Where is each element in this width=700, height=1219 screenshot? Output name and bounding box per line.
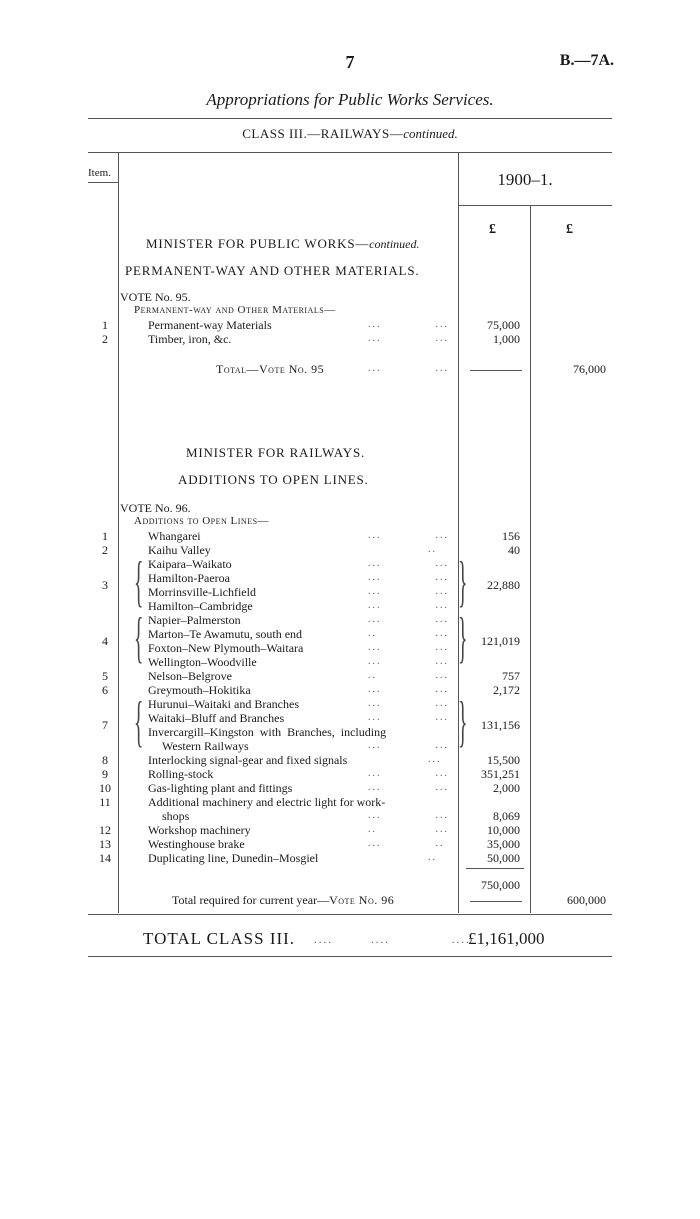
- section1-total-text: Total—Vote No. 95: [216, 362, 325, 376]
- item-no-12: 12: [99, 823, 111, 837]
- section1-item-amount-2: 1,000: [493, 332, 520, 346]
- line-label-23: Westinghouse brake: [148, 837, 245, 851]
- amount-8: 15,500: [487, 753, 520, 767]
- line-label-12: Greymouth–Hokitika: [148, 683, 251, 697]
- leader-dots: .. ...: [368, 670, 449, 681]
- item-col-divider: [118, 153, 119, 913]
- left-brace: {: [134, 691, 144, 753]
- class-title-main: CLASS III.—RAILWAYS—: [242, 126, 404, 141]
- leader-dots: ... ...: [368, 698, 449, 709]
- leader-dots: ... ..: [368, 838, 445, 849]
- line-label-13: Hurunui–Waitaki and Branches: [148, 697, 299, 711]
- section1-item-label-1: Permanent-way Materials: [148, 318, 272, 332]
- line-label-22: Workshop machinery: [148, 823, 251, 837]
- amount-14: 50,000: [487, 851, 520, 865]
- leader-dots: ... ...: [368, 656, 449, 667]
- leader-dots: ...: [428, 754, 442, 765]
- item-no-4: 4: [102, 634, 108, 648]
- leader-dots: ... ...: [368, 600, 449, 611]
- line-label-15: Invercargill–Kingston with Branches, including: [148, 725, 387, 739]
- section2-total-vote: Vote No. 96: [329, 893, 395, 907]
- line-label-8: Marton–Te Awamutu, south end: [148, 627, 303, 641]
- line-label-3: Kaipara–Waikato: [148, 557, 232, 571]
- section1-total-amount: 76,000: [573, 362, 606, 376]
- item-no-5: 5: [102, 669, 108, 683]
- line-label-14: Waitaki–Bluff and Branches: [148, 711, 285, 725]
- right-brace: }: [458, 607, 468, 669]
- leader-dots: ... ...: [368, 768, 449, 779]
- item-no-8: 8: [102, 753, 108, 767]
- section2-vote: VOTE No. 96.: [120, 501, 191, 515]
- line-label-9: Foxton–New Plymouth–Waitara: [148, 641, 304, 655]
- year-header-rule: [458, 205, 612, 206]
- line-label-24: Duplicating line, Dunedin–Mosgiel: [148, 851, 319, 865]
- amount-12: 10,000: [487, 823, 520, 837]
- left-brace: {: [134, 551, 144, 613]
- amount-1: 156: [502, 529, 520, 543]
- line-label-20: Additional machinery and electric light for work-: [148, 795, 386, 809]
- leader-dots: ... ...: [368, 586, 449, 597]
- amount-5: 757: [502, 669, 520, 683]
- section1-minister-cont: continued.: [369, 237, 420, 251]
- leader-dots: ... ...: [368, 558, 449, 569]
- year-header: 1900–1.: [497, 170, 553, 189]
- right-brace: }: [458, 691, 468, 753]
- line-label-21: shops: [162, 809, 190, 823]
- section1-heading: PERMANENT-WAY AND OTHER MATERIALS.: [125, 263, 420, 278]
- section1-item-amount-1: 75,000: [487, 318, 520, 332]
- line-label-17: Interlocking signal-gear and fixed signals: [148, 753, 348, 767]
- line-label-10: Wellington–Woodville: [148, 655, 257, 669]
- left-brace: {: [134, 607, 144, 669]
- line-label-19: Gas-lighting plant and fittings: [148, 781, 293, 795]
- leader-dots: ... ...: [368, 363, 449, 374]
- leader-dots: ... ...: [368, 782, 449, 793]
- leader-dots: ... ...: [368, 684, 449, 695]
- amount-10: 2,000: [493, 781, 520, 795]
- grand-total-bottom-rule: [88, 956, 612, 957]
- item-no-10: 10: [99, 781, 111, 795]
- line-label-16: Western Railways: [162, 739, 249, 753]
- section1-item-no-1: 1: [102, 318, 108, 332]
- document-reference: B.—7A.: [559, 52, 614, 69]
- item-header-rule: [88, 182, 118, 183]
- line-label-4: Hamilton-Paeroa: [148, 571, 230, 585]
- section2-minister: MINISTER FOR RAILWAYS.: [186, 445, 366, 460]
- leader-dots: ... ...: [368, 319, 449, 330]
- item-no-7: 7: [102, 718, 108, 732]
- leader-dots: .... .... ....: [314, 934, 471, 946]
- item-no-11: 11: [99, 795, 111, 809]
- section2-subhead: Additions to Open Lines—: [134, 515, 270, 527]
- section2-heading: ADDITIONS TO OPEN LINES.: [178, 472, 369, 487]
- subtotal-amount: 750,000: [481, 878, 520, 892]
- section1-item-label-2: Timber, iron, &c.: [148, 332, 232, 346]
- leader-dots: .. ...: [368, 824, 449, 835]
- section2-total-text: Total required for current year—: [172, 893, 330, 907]
- item-no-13: 13: [99, 837, 111, 851]
- item-no-14: 14: [99, 851, 111, 865]
- page-number: 7: [345, 52, 355, 72]
- amount-4: 121,019: [481, 634, 520, 648]
- line-label-7: Napier–Palmerston: [148, 613, 241, 627]
- item-column-header: Item.: [88, 167, 111, 179]
- amount-11: 8,069: [493, 809, 520, 823]
- grand-total-label: TOTAL CLASS III.: [143, 929, 296, 948]
- section1-total-label: [216, 362, 324, 377]
- section2-total-rule: [470, 901, 522, 902]
- right-brace: }: [458, 551, 468, 613]
- leader-dots: ..: [428, 852, 437, 863]
- leader-dots: ... ...: [368, 810, 449, 821]
- amount-7: 131,156: [481, 718, 520, 732]
- amount-col-divider: [530, 205, 531, 913]
- section1-item-no-2: 2: [102, 332, 108, 346]
- item-no-1: 1: [102, 529, 108, 543]
- class-title: [0, 126, 700, 142]
- amount-3: 22,880: [487, 578, 520, 592]
- page-title: Appropriations for Public Works Services.: [206, 90, 494, 109]
- class-title-cont: continued.: [403, 126, 458, 141]
- amount-13: 35,000: [487, 837, 520, 851]
- item-no-3: 3: [102, 578, 108, 592]
- leader-dots: ... ...: [368, 572, 449, 583]
- section1-total-rule: [470, 370, 522, 371]
- amount-2: 40: [508, 543, 520, 557]
- subtotal-rule: [466, 868, 524, 869]
- currency-symbol-2: £: [566, 222, 573, 237]
- section1-subhead: Permanent-way and Other Materials—: [134, 304, 336, 316]
- leader-dots: ... ...: [368, 333, 449, 344]
- section1-minister-main: MINISTER FOR PUBLIC WORKS—: [146, 236, 370, 251]
- line-label-11: Nelson–Belgrove: [148, 669, 232, 683]
- leader-dots: ... ...: [368, 530, 449, 541]
- year-col-divider: [458, 153, 459, 913]
- grand-total-amount: £1,161,000: [468, 929, 545, 948]
- line-label-18: Rolling-stock: [148, 767, 214, 781]
- leader-dots: ... ...: [368, 740, 449, 751]
- leader-dots: ..: [428, 544, 437, 555]
- leader-dots: ... ...: [368, 614, 449, 625]
- line-label-6: Hamilton–Cambridge: [148, 599, 253, 613]
- table-top-rule: [88, 152, 612, 153]
- section2-total-label: [172, 893, 394, 908]
- line-label-2: Kaihu Valley: [148, 543, 211, 557]
- item-no-9: 9: [102, 767, 108, 781]
- amount-9: 351,251: [481, 767, 520, 781]
- line-label-1: Whangarei: [148, 529, 201, 543]
- leader-dots: ... ...: [368, 642, 449, 653]
- section2-total-amount: 600,000: [567, 893, 606, 907]
- header-rule: [88, 118, 612, 119]
- leader-dots: .. ...: [368, 628, 449, 639]
- section1-vote: VOTE No. 95.: [120, 290, 191, 304]
- currency-symbol-1: £: [489, 222, 496, 237]
- section1-minister: [146, 236, 420, 252]
- line-label-5: Morrinsville-Lichfield: [148, 585, 256, 599]
- item-no-6: 6: [102, 683, 108, 697]
- leader-dots: ... ...: [368, 712, 449, 723]
- amount-6: 2,172: [493, 683, 520, 697]
- item-no-2: 2: [102, 543, 108, 557]
- grand-total-top-rule: [88, 914, 612, 915]
